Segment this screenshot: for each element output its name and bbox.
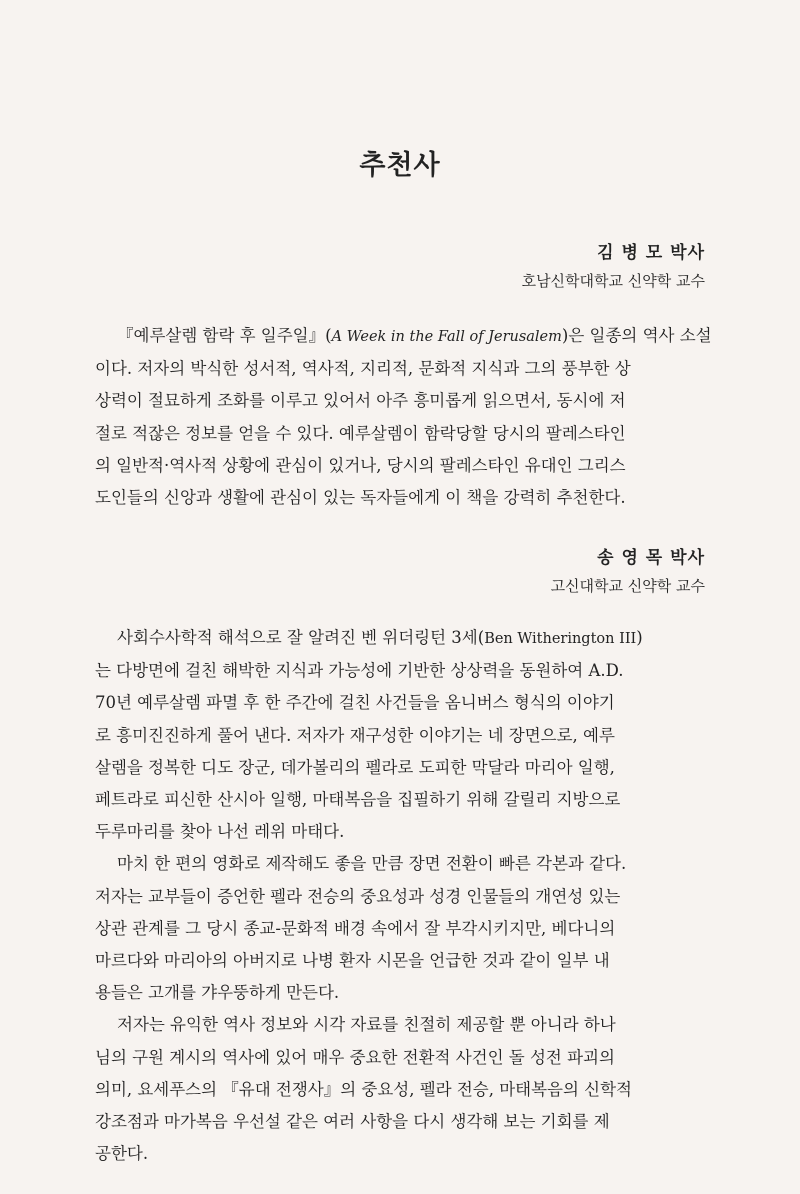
review-2-text (95, 622, 706, 1170)
text-line: 로 흥미진진하게 풀어 낸다. 저자가 재구성한 이야기는 네 장면으로, 예루 (95, 725, 615, 745)
text-line: 페트라로 피신한 산시아 일행, 마태복음을 집필하기 위해 갈릴리 지방으로 (95, 790, 621, 810)
text-line: 의 일반적·역사적 상황에 관심이 있거나, 당시의 팔레스타인 유대인 그리스 (95, 455, 626, 475)
text-line: 절로 적잖은 정보를 얻을 수 있다. 예루살렘이 함락당할 당시의 팔레스타인 (95, 423, 626, 443)
text-line: 용들은 고개를 갸우뚱하게 만든다. (95, 983, 340, 1003)
text-line: 는 다방면에 걸친 해박한 지식과 가능성에 기반한 상상력을 동원하여 A.D. (95, 661, 624, 681)
text-line: 살렘을 정복한 디도 장군, 데가볼리의 펠라로 도피한 막달라 마리아 일행, (95, 757, 615, 777)
page-title: 추천사 (359, 150, 441, 181)
text-line: 의미, 요세푸스의 『유대 전쟁사』의 중요성, 펠라 전승, 마태복음의 신학적 (95, 1079, 632, 1099)
text-line: 상관 관계를 그 당시 종교-문화적 배경 속에서 잘 부각시키지만, 베다니의 (95, 918, 616, 938)
text-line: 저자는 교부들이 증언한 펠라 전승의 중요성과 성경 인물들의 개연성 있는 (95, 886, 621, 906)
reviewer-affiliation: 고신대학교 신약학 교수 (550, 577, 705, 595)
reviewer-affiliation: 호남신학대학교 신약학 교수 (521, 272, 705, 290)
text-line: 저자는 유익한 역사 정보와 시각 자료를 친절히 제공할 뿐 아니라 하나 (117, 1015, 616, 1035)
text-line: 도인들의 신앙과 생활에 관심이 있는 독자들에게 이 책을 강력히 추천한다. (95, 488, 626, 508)
text-line: 공한다. (95, 1144, 149, 1164)
text-line: 이다. 저자의 박식한 성서적, 역사적, 지리적, 문화적 지식과 그의 풍부한 상 (95, 359, 631, 379)
reviewer-name: 김 병 모 박사 (597, 243, 705, 263)
text-line: 70년 예루살렘 파멸 후 한 주간에 걸친 사건들을 옴니버스 형식의 이야기 (95, 693, 615, 713)
reviewer-name: 송 영 목 박사 (597, 548, 705, 568)
text-line: 강조점과 마가복음 우선설 같은 여러 사항을 다시 생각해 보는 기회를 제 (95, 1112, 610, 1132)
reviewer-1-signature (522, 240, 705, 296)
text-line: 사회수사학적 해석으로 잘 알려진 벤 위더링턴 3세(Ben Witherington III) (117, 628, 643, 647)
text-line: 마르다와 마리아의 아버지로 나병 환자 시몬을 언급한 것과 같이 일부 내 (95, 951, 610, 971)
review-1-text (95, 320, 712, 514)
text-line: 상력이 절묘하게 조화를 이루고 있어서 아주 흥미롭게 읽으면서, 동시에 저 (95, 391, 626, 411)
text-line: 님의 구원 계시의 역사에 있어 매우 중요한 전환적 사건인 돌 성전 파괴의 (95, 1047, 615, 1067)
reviewer-2-signature (551, 545, 705, 601)
text-line: 『예루살렘 함락 후 일주일』(A Week in the Fall of Jerusalem)은 일종의 역사 소설 (117, 326, 712, 345)
text-line: 마치 한 편의 영화로 제작해도 좋을 만큼 장면 전환이 빠른 각본과 같다. (117, 854, 627, 874)
text-line: 두루마리를 찾아 나선 레위 마태다. (95, 822, 345, 842)
